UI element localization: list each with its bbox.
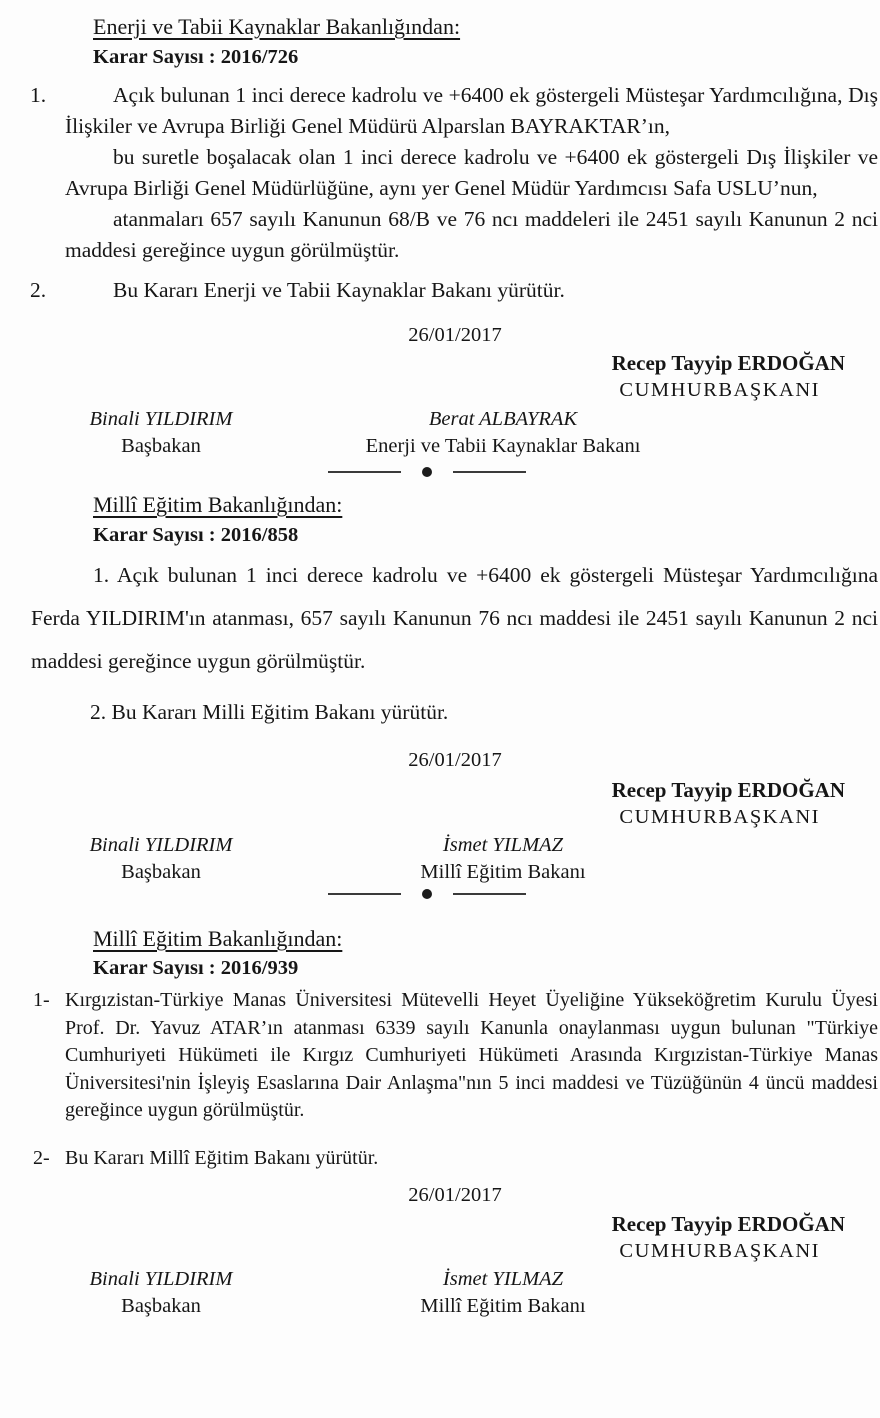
ministry-heading: Enerji ve Tabii Kaynaklar Bakanlığından: — [93, 14, 461, 39]
item-number: 1. — [30, 83, 47, 107]
signer-name: İsmet YILMAZ — [442, 834, 564, 856]
decree-item — [30, 275, 878, 306]
divider-dot-icon — [422, 467, 432, 477]
signer-title: Millî Eğitim Bakanı — [420, 861, 586, 883]
ministry-heading: Millî Eğitim Bakanlığından: — [93, 492, 343, 517]
item-number: 2. — [30, 278, 47, 302]
decision-number: Karar Sayısı : 2016/726 — [93, 46, 299, 68]
signer-minister — [343, 406, 663, 459]
item-body — [65, 987, 878, 1125]
decree-section-education-939 — [0, 925, 880, 1319]
paragraph: 2. Bu Kararı Milli Eğitim Bakanı yürütür. — [90, 700, 449, 724]
president-title: CUMHURBAŞKANI — [619, 379, 820, 401]
signer-name: İsmet YILMAZ — [442, 1268, 564, 1290]
president-name: Recep Tayyip ERDOĞAN — [611, 351, 845, 375]
divider-line — [328, 471, 401, 473]
signature-row — [0, 1266, 880, 1319]
paragraph: Kırgızistan-Türkiye Manas Üniversitesi Mütevelli Heyet Üyeliğine Yükseköğretim Kurulu Üyesi Prof. Dr. Yavuz ATAR’ın atanması 6339 sayılı Kanunla onaylanması uygun bulunan "Türkiye Cumhuriyeti Hükümeti ile Kırgız Cumhuriyeti Hükümeti Arasında Kırgızistan-Türkiye Manas Üniversitesi'nin İşleyiş Esaslarına Dair Anlaşma"nın 5 inci maddesi ve Tüzüğünün 4 üncü maddesi gereğince uygun görülmüştür. — [65, 989, 878, 1121]
paragraph: atanmaları 657 sayılı Kanunun 68/B ve 76 ncı maddeleri ile 2451 sayılı Kanunun 2 nci maddesi gereğince uygun görülmüştür. — [65, 207, 878, 262]
paragraph: Bu Kararı Millî Eğitim Bakanı yürütür. — [65, 1146, 379, 1169]
president-title: CUMHURBAŞKANI — [619, 806, 820, 828]
paragraph: 1. Açık bulunan 1 inci derece kadrolu ve +6400 ek göstergeli Müsteşar Yardımcılığına Ferda YILDIRIM'ın atanması, 657 sayılı Kanunun 76 ncı maddesi ile 2451 sayılı Kanunun 2 nci maddesi gereğince uygun görülmüştür. — [31, 563, 878, 673]
divider-line — [453, 893, 526, 895]
signature-row — [0, 406, 880, 459]
divider-line — [453, 471, 526, 473]
gazette-page — [0, 13, 880, 1418]
signer-name: Binali YILDIRIM — [89, 1268, 233, 1290]
decree-date: 26/01/2017 — [408, 1184, 502, 1206]
section-divider — [328, 889, 526, 899]
signature-row — [0, 832, 880, 885]
item-body — [65, 275, 878, 306]
president-block — [0, 777, 880, 830]
decree-item — [33, 1145, 878, 1173]
signer-title: Başbakan — [121, 435, 201, 457]
signer-prime-minister — [61, 1266, 261, 1319]
president-block — [0, 350, 880, 403]
paragraph: bu suretle boşalacak olan 1 inci derece kadrolu ve +6400 ek göstergeli Dış İlişkiler ve Avrupa Birliği Genel Müdürlüğüne, aynı yer Genel Müdür Yardımcısı Safa USLU’nun, — [65, 145, 878, 200]
ministry-heading: Millî Eğitim Bakanlığından: — [93, 926, 343, 951]
signer-prime-minister — [61, 406, 261, 459]
divider-line — [328, 893, 401, 895]
item-body — [65, 1145, 878, 1173]
decree-item — [31, 554, 878, 683]
paragraph: Açık bulunan 1 inci derece kadrolu ve +6400 ek göstergeli Müsteşar Yardımcılığına, Dış İlişkiler ve Avrupa Birliği Genel Müdürü Alparslan BAYRAKTAR’ın, — [65, 83, 878, 138]
signer-title: Enerji ve Tabii Kaynaklar Bakanı — [365, 435, 641, 457]
president-title: CUMHURBAŞKANI — [619, 1240, 820, 1262]
signer-name: Berat ALBAYRAK — [428, 408, 578, 430]
signer-name: Binali YILDIRIM — [89, 834, 233, 856]
decree-date: 26/01/2017 — [408, 749, 502, 771]
divider-dot-icon — [422, 889, 432, 899]
decree-item — [33, 987, 878, 1125]
decree-item — [55, 697, 880, 728]
signer-title: Başbakan — [121, 861, 201, 883]
section-divider — [328, 467, 526, 477]
decree-section-education-858 — [0, 491, 880, 899]
item-body — [65, 80, 878, 266]
item-number: 1- — [33, 989, 50, 1011]
president-block — [0, 1211, 880, 1264]
decision-number: Karar Sayısı : 2016/858 — [93, 524, 299, 546]
signer-minister — [343, 832, 663, 885]
decree-section-energy — [0, 13, 880, 477]
signer-name: Binali YILDIRIM — [89, 408, 233, 430]
decree-item — [30, 80, 878, 266]
decision-number: Karar Sayısı : 2016/939 — [93, 957, 299, 979]
signer-title: Millî Eğitim Bakanı — [420, 1295, 586, 1317]
signer-title: Başbakan — [121, 1295, 201, 1317]
president-name: Recep Tayyip ERDOĞAN — [611, 1212, 845, 1236]
decree-date: 26/01/2017 — [408, 324, 502, 346]
signer-prime-minister — [61, 832, 261, 885]
president-name: Recep Tayyip ERDOĞAN — [611, 778, 845, 802]
item-number: 2- — [33, 1146, 50, 1169]
signer-minister — [343, 1266, 663, 1319]
paragraph: Bu Kararı Enerji ve Tabii Kaynaklar Bakanı yürütür. — [113, 278, 565, 302]
